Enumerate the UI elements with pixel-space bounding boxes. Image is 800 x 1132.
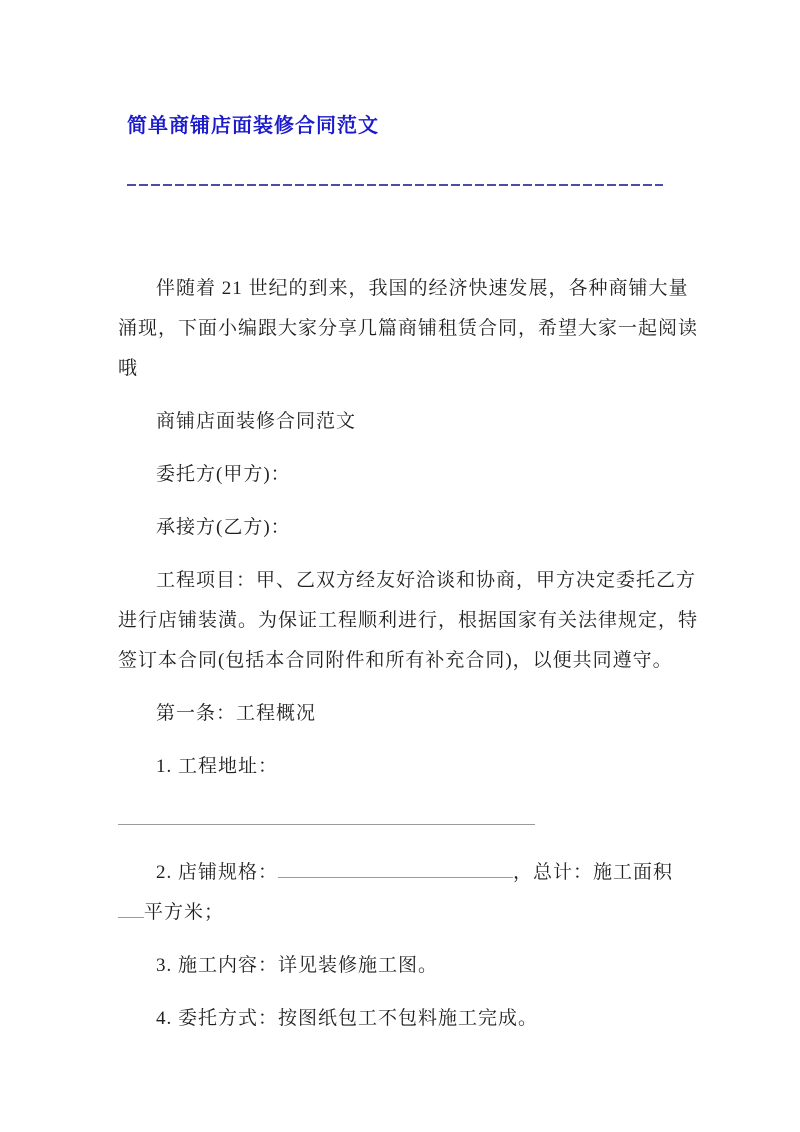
paragraph	[118, 269, 700, 389]
paragraph	[118, 694, 700, 734]
text-line	[118, 455, 700, 495]
text-run: 签订本合同(包括本合同附件和所有补充合同)，以便共同遵守。	[118, 650, 673, 671]
text-line	[118, 561, 700, 601]
paragraph	[118, 561, 700, 681]
text-line	[118, 946, 700, 986]
paragraph	[118, 999, 700, 1039]
paragraph	[118, 508, 700, 548]
page-content	[0, 112, 800, 1039]
paragraph	[118, 946, 700, 986]
text-line	[118, 349, 700, 389]
text-run: 承接方(乙方)：	[156, 517, 291, 538]
text-run: 3. 施工内容：详见装修施工图。	[156, 955, 439, 976]
text-line	[118, 893, 700, 933]
text-run: 伴随着 21 世纪的到来，我国的经济快速发展，各种商铺大量	[156, 278, 689, 299]
text-run: 商铺店面装修合同范文	[156, 411, 357, 432]
document-title: 简单商铺店面装修合同范文	[127, 115, 379, 137]
text-run: 2. 店铺规格：	[156, 862, 279, 883]
text-run: 委托方(甲方)：	[156, 464, 291, 485]
text-run: 进行店铺装潢。为保证工程顺利进行，根据国家有关法律规定，特	[118, 610, 699, 631]
text-run: 涌现，下面小编跟大家分享几篇商铺租赁合同，希望大家一起阅读	[118, 318, 699, 339]
text-run: ，总计：施工面积	[513, 862, 674, 883]
text-run: 哦	[118, 358, 139, 379]
fill-in-blank	[118, 802, 535, 825]
text-line	[118, 641, 700, 681]
paragraph	[118, 800, 700, 840]
text-line	[118, 853, 700, 893]
text-run: 1. 工程地址：	[156, 756, 279, 777]
document-body	[118, 269, 700, 1039]
fill-in-blank	[118, 895, 144, 918]
text-line	[118, 999, 700, 1039]
fill-in-blank	[278, 855, 513, 878]
text-run: 4. 委托方式：按图纸包工不包料施工完成。	[156, 1008, 539, 1029]
text-line	[118, 601, 700, 641]
paragraph	[118, 853, 700, 933]
text-line	[118, 800, 700, 840]
text-line	[118, 309, 700, 349]
text-line	[118, 747, 700, 787]
text-run: 第一条：工程概况	[156, 703, 317, 724]
dashed-separator	[127, 184, 663, 186]
text-run: 工程项目：甲、乙双方经友好洽谈和协商，甲方决定委托乙方	[156, 570, 697, 591]
paragraph	[118, 402, 700, 442]
text-line	[118, 694, 700, 734]
text-line	[118, 269, 700, 309]
text-line	[118, 508, 700, 548]
paragraph	[118, 455, 700, 495]
text-run: 平方米；	[144, 902, 225, 923]
text-line	[118, 402, 700, 442]
paragraph	[118, 747, 700, 787]
